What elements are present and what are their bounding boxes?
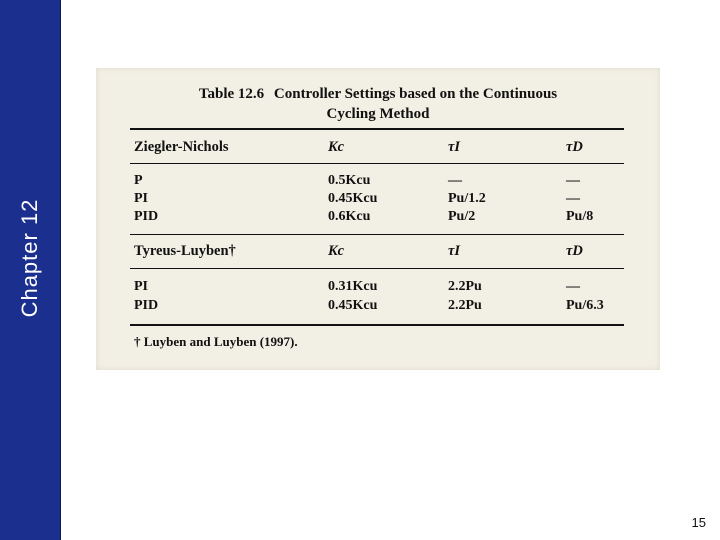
section-header-kc: Kc [328,139,345,155]
table-cell: 0.5Kcu [328,173,371,188]
table-cell: — [448,173,462,188]
table-cell: 2.2Pu [448,279,482,294]
section-rule [130,163,624,164]
table-cell: PI [134,191,148,206]
section-header-taud: τD [566,139,583,155]
table-cell: PID [134,298,159,313]
section-header-taud: τD [566,243,583,259]
table-cell: 0.45Kcu [328,191,378,206]
table-title-line2: Cycling Method [326,106,430,122]
chapter-sidebar [0,0,61,540]
section-header-method: Tyreus-Luyben† [134,243,236,259]
page-number: 15 [691,515,706,530]
table-cell: — [566,191,580,206]
table-footnote: † Luyben and Luyben (1997). [134,334,298,349]
table-cell: Pu/1.2 [448,191,486,206]
section-header-taui: τI [448,139,461,155]
table-cell: 0.31Kcu [328,279,378,294]
table-cell: P [134,173,143,188]
section-rule [130,234,624,235]
table-cell: PID [134,209,159,224]
top-rule [130,128,624,130]
table-cell: — [566,279,580,294]
table-caption [96,84,660,124]
table-cell: Pu/2 [448,209,476,224]
section-rule [130,268,624,269]
table-number: Table 12.6 [198,86,265,102]
table-cell: 2.2Pu [448,298,482,313]
table-cell: 0.6Kcu [328,209,371,224]
table-cell: 0.45Kcu [328,298,378,313]
section-header-method: Ziegler-Nichols [134,139,229,155]
table-cell: PI [134,279,148,294]
table-image [96,68,660,370]
section-header-taui: τI [448,243,461,259]
bottom-rule [130,324,624,326]
table-cell: — [566,173,580,188]
table-cell: Pu/8 [566,209,594,224]
chapter-title: Chapter 12 [17,198,42,318]
section-header-kc: Kc [328,243,345,259]
table-title-line1: Controller Settings based on the Continuous [273,86,558,102]
table-cell: Pu/6.3 [566,298,604,313]
